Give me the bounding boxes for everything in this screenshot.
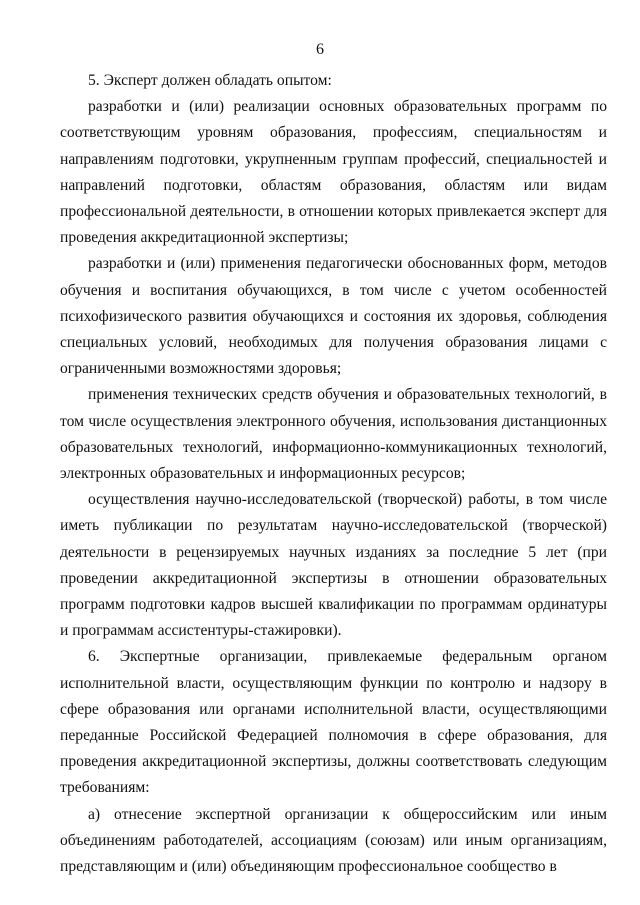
- document-body: [60, 68, 607, 880]
- paragraph-pedagogical-forms: разработки и (или) применения педагогически обоснованных форм, методов обучения и воспитания обучающихся, в том числе с учетом особенностей психофизического развития обучающихся и состояния их здоровья, соблюдения специальных условий, необходимых для получения образования лицами с ограниченными возможностями здоровья;: [60, 255, 607, 378]
- paragraph-research-work: осуществления научно-исследовательской (творческой) работы, в том числе иметь публикации по результатам научно-исследовательской (творческой) деятельности в рецензируемых научных изданиях за последние 5 лет (при проведении аккредитационной экспертизы в отношении образовательных программ подготовки кадров высшей квалификации по программам ординатуры и программам ассистентуры-стажировки).: [60, 491, 607, 640]
- paragraph-expert-experience-heading: 5. Эксперт должен обладать опытом:: [88, 72, 332, 89]
- paragraph-expert-organizations: 6. Экспертные организации, привлекаемые федеральным органом исполнительной власти, осуществляющим функции по контролю и надзору в сфере образования или органами исполнительной власти, осуществляющими переданные Российской Федерацией полномочия в сфере образования, для проведения аккредитационной экспертизы, должны соответствовать следующим требованиям:: [60, 648, 607, 797]
- paragraph-requirement-a: а) отнесение экспертной организации к общероссийским или иным объединениям работодателей, ассоциациям (союзам) или иным организациям, представляющим и (или) объединяющим профессиональное сообщество в: [60, 805, 607, 876]
- paragraph-technical-means: применения технических средств обучения и образовательных технологий, в том числе осуществления электронного обучения, использования дистанционных образовательных технологий, информационно-коммуникационных технологий, электронных образовательных и информационных ресурсов;: [60, 386, 607, 483]
- paragraph-program-development: разработки и (или) реализации основных образовательных программ по соответствующим уровням образования, профессиям, специальностям и направлениям подготовки, укрупненным группам профессий, специальностей и направлений подготовки, областям образования, областям или видам профессиональной деятельности, в отношении которых привлекается эксперт для проведения аккредитационной экспертизы;: [60, 98, 607, 247]
- page-number: 6: [316, 41, 324, 58]
